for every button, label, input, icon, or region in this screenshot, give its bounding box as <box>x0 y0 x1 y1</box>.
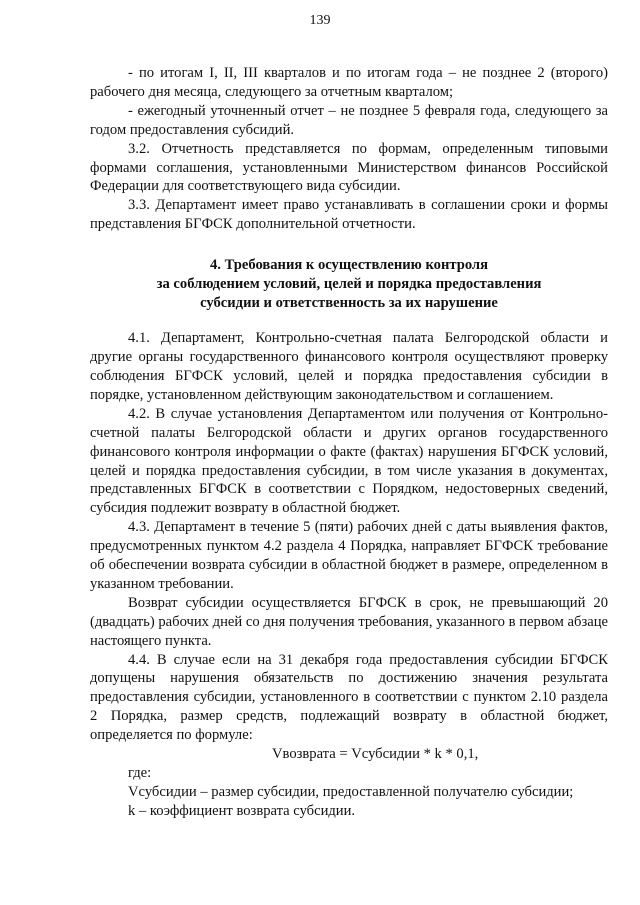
section-heading <box>90 256 608 313</box>
paragraph-4-3: 4.3. Департамент в течение 5 (пяти) рабочих дней с даты выявления фактов, предусмотренных пунктом 4.2 раздела 4 Порядка, направляет БГФСК требование об обеспечении возврата субсидии в областной бюджет в размере, определенном в указанном требовании. <box>90 519 608 592</box>
list-item-annual-report: - ежегодный уточненный отчет – не позднее 5 февраля года, следующего за годом предоставления субсидий. <box>90 102 608 138</box>
where-definition-k: k – коэффициент возврата субсидии. <box>128 802 356 819</box>
paragraph-4-1: 4.1. Департамент, Контрольно-счетная палата Белгородской области и другие органы государственного финансового контроля осуществляют проверку соблюдения БГФСК условий, целей и порядка предоставления субсидии в порядке, установленном действующим законодательством и соглашением. <box>90 330 608 403</box>
paragraph-return-term: Возврат субсидии осуществляется БГФСК в срок, не превышающий 20 (двадцать) рабочих дней со дня получения требования, указанного в первом абзаце настоящего пункта. <box>90 594 608 649</box>
section-heading-line-2: за соблюдением условий, целей и порядка предоставления <box>156 276 542 293</box>
paragraph-3-2: 3.2. Отчетность представляется по формам, определенным типовыми формами соглашения, установленными Министерством финансов Российской Федерации для соответствующего вида субсидии. <box>90 140 608 195</box>
section-heading-line-3: субсидии и ответственность за их нарушение <box>200 295 498 312</box>
formula: Vвозврата = Vсубсидии * k * 0,1, <box>272 746 479 763</box>
paragraph-4-4: 4.4. В случае если на 31 декабря года предоставления субсидии БГФСК допущены нарушения обязательств по достижению значения результата предоставления субсидии, установленного в соответствии с пунктом 2.10 раздела 2 Порядка, размер средств, подлежащий возврату в областной бюджет, определяется по формуле: <box>90 651 608 744</box>
paragraph-3-3: 3.3. Департамент имеет право устанавливать в соглашении сроки и формы представления БГФСК дополнительной отчетности. <box>90 197 608 233</box>
section-heading-line-1: 4. Требования к осуществлению контроля <box>209 257 489 274</box>
page-number: 139 <box>309 13 331 28</box>
paragraph-4-2: 4.2. В случае установления Департаментом или получения от Контрольно-счетной палаты Белгородской области и других органов государственного финансового контроля информации о факте (фактах) нарушения БГФСК условий, целей и порядка предоставления субсидии, в том числе указания в документах, представленных БГФСК в соответствии с Порядком, недостоверных сведений, субсидия подлежит возврату в областной бюджет. <box>90 405 608 517</box>
where-label: где: <box>128 765 152 781</box>
page-content <box>90 64 608 821</box>
where-definition-vsubsidy: Vсубсидии – размер субсидии, предоставленной получателю субсидии; <box>128 783 574 800</box>
list-item-quarterly-deadline: - по итогам I, II, III кварталов и по итогам года – не позднее 2 (второго) рабочего дня месяца, следующего за отчетным кварталом; <box>90 65 608 100</box>
